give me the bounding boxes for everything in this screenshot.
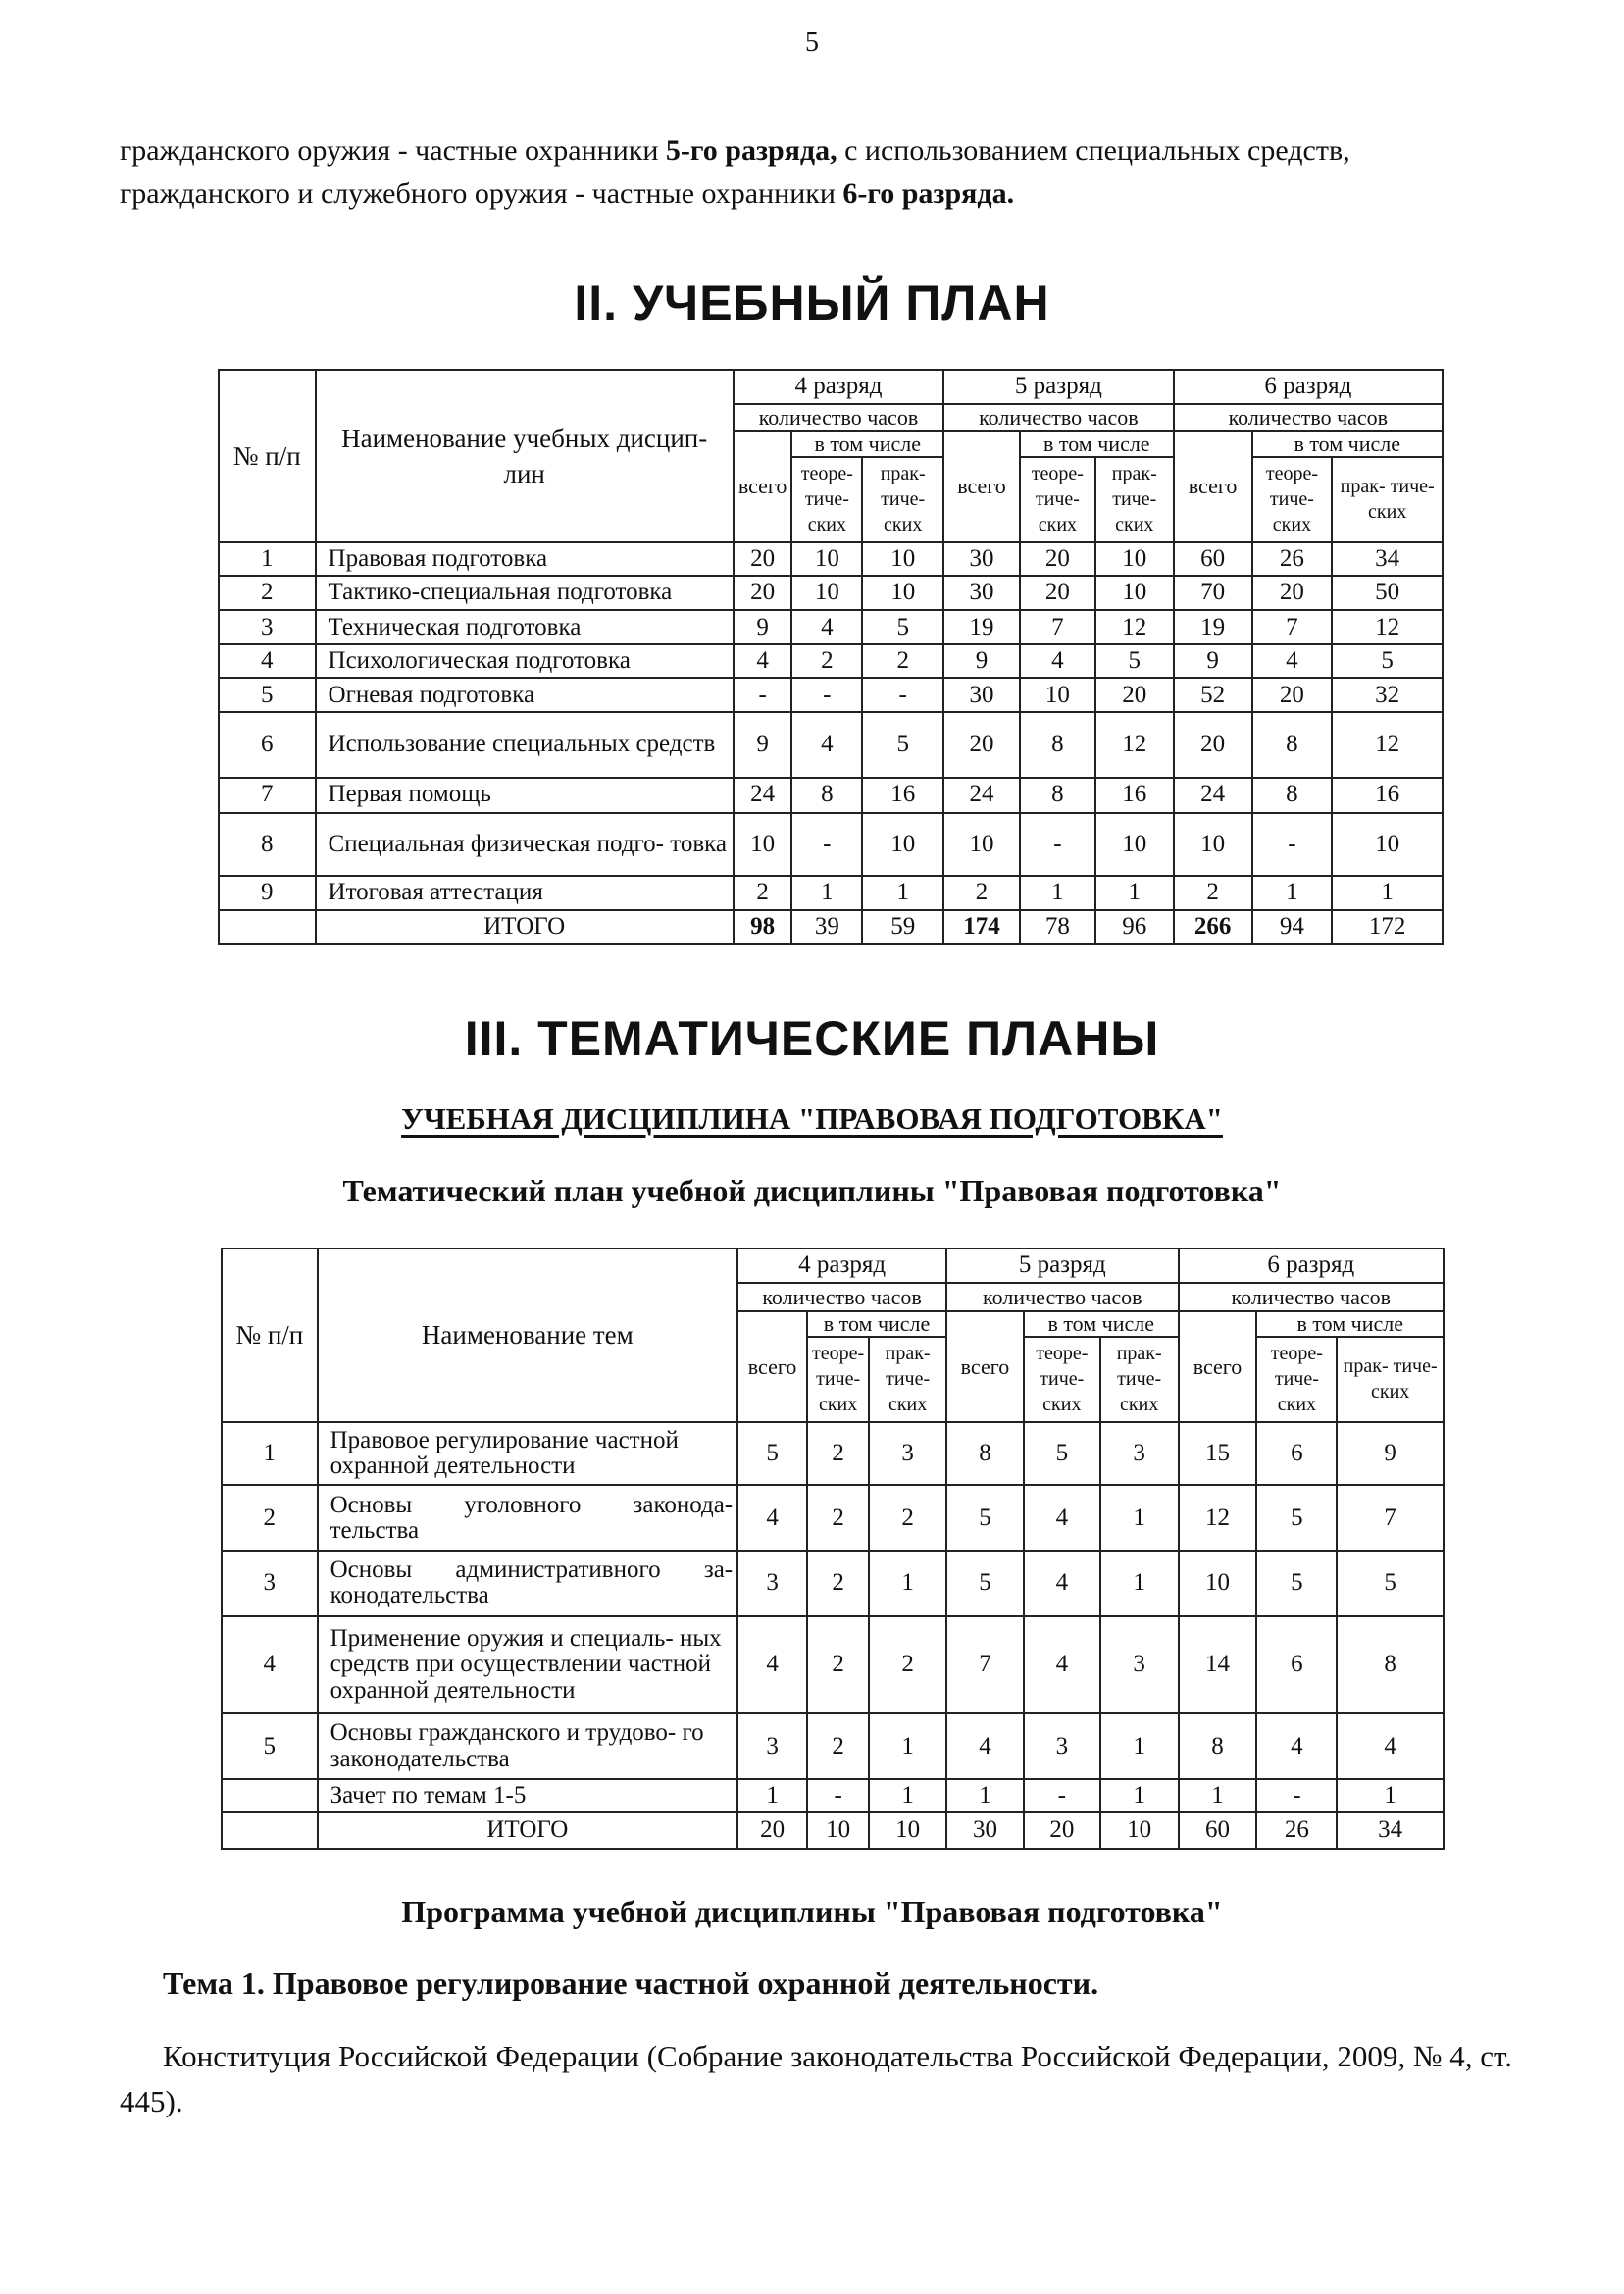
row-value: 1 bbox=[946, 1779, 1024, 1812]
row-value: - bbox=[791, 813, 862, 876]
row-value: 5 bbox=[1337, 1551, 1444, 1616]
header-incl: в том числе bbox=[807, 1311, 946, 1338]
row-value: 10 bbox=[791, 542, 862, 576]
row-value: 20 bbox=[734, 542, 792, 576]
row-value: 5 bbox=[946, 1551, 1024, 1616]
row-number: 5 bbox=[222, 1713, 318, 1779]
row-value: 8 bbox=[1252, 712, 1333, 777]
row-value: 8 bbox=[1337, 1616, 1444, 1714]
total-value: 94 bbox=[1252, 910, 1333, 944]
row-number: 5 bbox=[219, 678, 316, 712]
table-row bbox=[222, 1616, 1444, 1714]
row-value: - bbox=[791, 678, 862, 712]
row-value: 20 bbox=[734, 576, 792, 610]
row-value: 3 bbox=[869, 1422, 946, 1486]
row-value: 5 bbox=[1256, 1485, 1337, 1551]
curriculum-table bbox=[218, 369, 1444, 945]
row-value: 2 bbox=[807, 1616, 869, 1714]
row-value: 3 bbox=[1100, 1422, 1179, 1486]
row-value: 4 bbox=[791, 610, 862, 644]
row-value: 10 bbox=[862, 813, 943, 876]
intro-line1-a: гражданского оружия - частные охранники bbox=[120, 134, 666, 167]
row-value: 10 bbox=[943, 813, 1020, 876]
row-number: 3 bbox=[222, 1551, 318, 1616]
row-value: 6 bbox=[1256, 1616, 1337, 1714]
section-3-heading: III. ТЕМАТИЧЕСКИЕ ПЛАНЫ bbox=[464, 1011, 1160, 1066]
header-practice: прак- тиче- ских bbox=[869, 1337, 946, 1422]
row-value: 10 bbox=[1095, 576, 1174, 610]
row-value: 5 bbox=[1024, 1422, 1100, 1486]
row-value: 9 bbox=[734, 712, 792, 777]
header-theory: теоре- тиче- ских bbox=[807, 1337, 869, 1422]
row-value: 7 bbox=[1337, 1485, 1444, 1551]
row-value: 9 bbox=[1174, 644, 1252, 678]
row-value: 12 bbox=[1332, 712, 1443, 777]
row-number: 8 bbox=[219, 813, 316, 876]
row-value: 3 bbox=[737, 1713, 807, 1779]
total-value: 10 bbox=[869, 1812, 946, 1849]
total-value: 174 bbox=[943, 910, 1020, 944]
row-value: 5 bbox=[1256, 1551, 1337, 1616]
row-number: 4 bbox=[219, 644, 316, 678]
row-value: 12 bbox=[1179, 1485, 1257, 1551]
header-hours: количество часов bbox=[1179, 1283, 1444, 1311]
row-value: 1 bbox=[737, 1779, 807, 1812]
row-value: 12 bbox=[1095, 712, 1174, 777]
table-row bbox=[222, 1422, 1444, 1486]
total-label: ИТОГО bbox=[316, 910, 734, 944]
row-value: 2 bbox=[807, 1485, 869, 1551]
header-row-grades bbox=[219, 370, 1443, 404]
row-value: 1 bbox=[869, 1779, 946, 1812]
row-value: 12 bbox=[1095, 610, 1174, 644]
row-value: - bbox=[1020, 813, 1095, 876]
row-value: 9 bbox=[734, 610, 792, 644]
row-name: Основы уголовного законода- тельства bbox=[318, 1485, 738, 1551]
total-label: ИТОГО bbox=[318, 1812, 738, 1849]
row-value: 1 bbox=[791, 876, 862, 910]
table-row bbox=[219, 610, 1443, 644]
header-name: Наименование учебных дисцип- лин bbox=[316, 370, 734, 542]
row-value: 4 bbox=[1024, 1551, 1100, 1616]
thematic-plan-title: Тематический план учебной дисциплины "Правовая подготовка" bbox=[342, 1173, 1282, 1208]
row-number: 6 bbox=[219, 712, 316, 777]
row-value: 1 bbox=[1100, 1713, 1179, 1779]
total-value: 10 bbox=[807, 1812, 869, 1849]
intro-line1-bold: 5-го разряда, bbox=[665, 134, 837, 167]
row-value: 7 bbox=[946, 1616, 1024, 1714]
header-grade-6: 6 разряд bbox=[1179, 1249, 1444, 1283]
row-value: 5 bbox=[1332, 644, 1443, 678]
row-value: 34 bbox=[1332, 542, 1443, 576]
row-value: 4 bbox=[737, 1485, 807, 1551]
row-value: 70 bbox=[1174, 576, 1252, 610]
row-value: 1 bbox=[869, 1551, 946, 1616]
row-value: 8 bbox=[1020, 712, 1095, 777]
row-value: 1 bbox=[1095, 876, 1174, 910]
table-row bbox=[219, 876, 1443, 910]
row-name: Тактико-специальная подготовка bbox=[316, 576, 734, 610]
table-row bbox=[219, 712, 1443, 777]
intro-line2-a: гражданского и служебного оружия - частные охранники bbox=[120, 178, 843, 210]
row-value: 2 bbox=[791, 644, 862, 678]
row-value: - bbox=[862, 678, 943, 712]
row-value: 52 bbox=[1174, 678, 1252, 712]
section-2-heading: II. УЧЕБНЫЙ ПЛАН bbox=[574, 276, 1050, 331]
row-value: 32 bbox=[1332, 678, 1443, 712]
row-value: 5 bbox=[862, 712, 943, 777]
row-name: Правовая подготовка bbox=[316, 542, 734, 576]
table-row bbox=[219, 644, 1443, 678]
row-value: 4 bbox=[1252, 644, 1333, 678]
row-value: - bbox=[1256, 1779, 1337, 1812]
header-grade-5: 5 разряд bbox=[943, 370, 1174, 404]
row-value: 20 bbox=[1252, 576, 1333, 610]
row-number: 7 bbox=[219, 778, 316, 813]
table-row bbox=[222, 1713, 1444, 1779]
row-value: 50 bbox=[1332, 576, 1443, 610]
header-total: всего bbox=[734, 431, 792, 542]
header-theory: теоре- тиче- ских bbox=[791, 457, 862, 542]
row-value: 1 bbox=[1100, 1485, 1179, 1551]
row-value: 26 bbox=[1252, 542, 1333, 576]
row-value: 10 bbox=[1095, 542, 1174, 576]
row-value: - bbox=[734, 678, 792, 712]
header-incl: в том числе bbox=[1252, 431, 1444, 457]
row-value: 3 bbox=[1024, 1713, 1100, 1779]
total-empty-cell bbox=[219, 910, 316, 944]
header-hours: количество часов bbox=[946, 1283, 1179, 1311]
header-num: № п/п bbox=[222, 1249, 318, 1422]
page-number: 5 bbox=[805, 27, 819, 58]
row-value: 2 bbox=[807, 1713, 869, 1779]
header-incl: в том числе bbox=[1020, 431, 1174, 457]
row-value: 14 bbox=[1179, 1616, 1257, 1714]
total-value: 39 bbox=[791, 910, 862, 944]
row-value: 5 bbox=[862, 610, 943, 644]
header-num: № п/п bbox=[219, 370, 316, 542]
row-name: Техническая подготовка bbox=[316, 610, 734, 644]
row-value: 19 bbox=[1174, 610, 1252, 644]
total-value: 26 bbox=[1256, 1812, 1337, 1849]
row-value: 10 bbox=[862, 542, 943, 576]
row-number bbox=[222, 1779, 318, 1812]
header-incl: в том числе bbox=[1024, 1311, 1179, 1338]
row-value: 10 bbox=[791, 576, 862, 610]
row-value: 20 bbox=[943, 712, 1020, 777]
row-number: 1 bbox=[222, 1422, 318, 1486]
total-value: 98 bbox=[734, 910, 792, 944]
row-value: 2 bbox=[807, 1422, 869, 1486]
row-value: 1 bbox=[862, 876, 943, 910]
constitution-paragraph: Конституция Российской Федерации (Собрание законодательства Российской Федерации, 2009, № 4, ст. 445). bbox=[120, 2039, 1512, 2118]
row-name: Основы гражданского и трудово- го законодательства bbox=[318, 1713, 738, 1779]
row-name: Огневая подготовка bbox=[316, 678, 734, 712]
row-value: 1 bbox=[1100, 1779, 1179, 1812]
table-row bbox=[222, 1779, 1444, 1812]
row-value: 4 bbox=[1020, 644, 1095, 678]
row-value: 8 bbox=[946, 1422, 1024, 1486]
row-value: 16 bbox=[862, 778, 943, 813]
row-value: 1 bbox=[1337, 1779, 1444, 1812]
total-value: 96 bbox=[1095, 910, 1174, 944]
row-value: 4 bbox=[791, 712, 862, 777]
row-value: 10 bbox=[1095, 813, 1174, 876]
table-row bbox=[219, 813, 1443, 876]
header-hours: количество часов bbox=[1174, 404, 1443, 431]
row-value: 2 bbox=[734, 876, 792, 910]
row-value: 4 bbox=[1256, 1713, 1337, 1779]
row-value: 3 bbox=[737, 1551, 807, 1616]
table-row bbox=[222, 1551, 1444, 1616]
table-row bbox=[219, 576, 1443, 610]
header-hours: количество часов bbox=[943, 404, 1174, 431]
row-value: 20 bbox=[1174, 712, 1252, 777]
thematic-plan-table bbox=[221, 1248, 1445, 1850]
intro-line1-b: с использованием специальных средств, bbox=[837, 134, 1350, 167]
row-value: 4 bbox=[737, 1616, 807, 1714]
row-value: 10 bbox=[1174, 813, 1252, 876]
total-value: 59 bbox=[862, 910, 943, 944]
total-row bbox=[219, 910, 1443, 944]
table-row bbox=[219, 542, 1443, 576]
table-row bbox=[219, 678, 1443, 712]
header-theory: теоре- тиче- ских bbox=[1020, 457, 1095, 542]
total-value: 60 bbox=[1179, 1812, 1257, 1849]
row-value: 19 bbox=[943, 610, 1020, 644]
row-value: 16 bbox=[1332, 778, 1443, 813]
total-value: 30 bbox=[946, 1812, 1024, 1849]
row-value: 8 bbox=[1252, 778, 1333, 813]
row-value: 6 bbox=[1256, 1422, 1337, 1486]
row-value: 10 bbox=[1332, 813, 1443, 876]
row-value: 12 bbox=[1332, 610, 1443, 644]
program-title: Программа учебной дисциплины "Правовая подготовка" bbox=[401, 1894, 1223, 1929]
total-value: 20 bbox=[737, 1812, 807, 1849]
total-value: 172 bbox=[1332, 910, 1443, 944]
row-value: 10 bbox=[862, 576, 943, 610]
row-name: Психологическая подготовка bbox=[316, 644, 734, 678]
row-value: 20 bbox=[1020, 576, 1095, 610]
row-value: 30 bbox=[943, 678, 1020, 712]
header-hours: количество часов bbox=[737, 1283, 946, 1311]
row-number: 1 bbox=[219, 542, 316, 576]
row-name: Итоговая аттестация bbox=[316, 876, 734, 910]
row-name: Зачет по темам 1-5 bbox=[318, 1779, 738, 1812]
row-value: 1 bbox=[869, 1713, 946, 1779]
total-value: 78 bbox=[1020, 910, 1095, 944]
header-practice: прак- тиче- ских bbox=[1095, 457, 1174, 542]
row-value: 8 bbox=[1020, 778, 1095, 813]
table-row bbox=[222, 1485, 1444, 1551]
header-total: всего bbox=[1179, 1311, 1257, 1422]
row-value: 3 bbox=[1100, 1616, 1179, 1714]
row-value: 10 bbox=[734, 813, 792, 876]
row-value: 2 bbox=[869, 1485, 946, 1551]
row-name: Применение оружия и специаль- ных средств при осуществлении частной охранной деятельности bbox=[318, 1616, 738, 1714]
row-value: 1 bbox=[1100, 1551, 1179, 1616]
intro-paragraph bbox=[120, 129, 1512, 216]
row-value: 4 bbox=[734, 644, 792, 678]
header-total: всего bbox=[946, 1311, 1024, 1422]
row-value: 1 bbox=[1252, 876, 1333, 910]
header-total: всего bbox=[1174, 431, 1252, 542]
row-value: 5 bbox=[737, 1422, 807, 1486]
row-name: Основы административного за- конодательства bbox=[318, 1551, 738, 1616]
header-practice: прак- тиче- ских bbox=[1337, 1337, 1444, 1422]
total-empty-cell bbox=[222, 1812, 318, 1849]
header-total: всего bbox=[737, 1311, 807, 1422]
row-value: 2 bbox=[862, 644, 943, 678]
topic-1-title: Тема 1. Правовое регулирование частной охранной деятельности. bbox=[163, 1965, 1099, 2001]
header-incl: в том числе bbox=[791, 431, 943, 457]
header-theory: теоре- тиче- ских bbox=[1252, 457, 1333, 542]
header-total: всего bbox=[943, 431, 1020, 542]
row-value: 5 bbox=[946, 1485, 1024, 1551]
row-number: 9 bbox=[219, 876, 316, 910]
row-value: 4 bbox=[946, 1713, 1024, 1779]
row-number: 2 bbox=[222, 1485, 318, 1551]
row-value: 1 bbox=[1020, 876, 1095, 910]
total-value: 34 bbox=[1337, 1812, 1444, 1849]
row-value: 2 bbox=[943, 876, 1020, 910]
row-name: Первая помощь bbox=[316, 778, 734, 813]
row-value: 4 bbox=[1024, 1485, 1100, 1551]
row-value: 20 bbox=[1252, 678, 1333, 712]
total-value: 20 bbox=[1024, 1812, 1100, 1849]
header-row-grades bbox=[222, 1249, 1444, 1283]
row-name: Правовое регулирование частной охранной деятельности bbox=[318, 1422, 738, 1486]
discipline-title: УЧЕБНАЯ ДИСЦИПЛИНА "ПРАВОВАЯ ПОДГОТОВКА" bbox=[401, 1101, 1223, 1136]
row-value: 4 bbox=[1024, 1616, 1100, 1714]
header-grade-6: 6 разряд bbox=[1174, 370, 1443, 404]
header-practice: прак- тиче- ских bbox=[862, 457, 943, 542]
row-value: 60 bbox=[1174, 542, 1252, 576]
row-value: 2 bbox=[1174, 876, 1252, 910]
header-practice: прак- тиче- ских bbox=[1332, 457, 1443, 542]
row-number: 4 bbox=[222, 1616, 318, 1714]
row-value: 5 bbox=[1095, 644, 1174, 678]
total-value: 10 bbox=[1100, 1812, 1179, 1849]
total-row bbox=[222, 1812, 1444, 1849]
row-value: 20 bbox=[1095, 678, 1174, 712]
header-theory: теоре- тиче- ских bbox=[1256, 1337, 1337, 1422]
row-value: 9 bbox=[943, 644, 1020, 678]
row-value: 4 bbox=[1337, 1713, 1444, 1779]
row-value: 24 bbox=[734, 778, 792, 813]
row-name: Специальная физическая подго- товка bbox=[316, 813, 734, 876]
header-incl: в том числе bbox=[1256, 1311, 1444, 1338]
row-value: 15 bbox=[1179, 1422, 1257, 1486]
row-value: 10 bbox=[1179, 1551, 1257, 1616]
total-value: 266 bbox=[1174, 910, 1252, 944]
row-value: 24 bbox=[943, 778, 1020, 813]
row-value: 30 bbox=[943, 576, 1020, 610]
intro-line2-bold: 6-го разряда. bbox=[842, 178, 1015, 210]
row-value: 30 bbox=[943, 542, 1020, 576]
row-value: 8 bbox=[1179, 1713, 1257, 1779]
row-value: 7 bbox=[1020, 610, 1095, 644]
row-number: 3 bbox=[219, 610, 316, 644]
header-theory: теоре- тиче- ских bbox=[1024, 1337, 1100, 1422]
header-name: Наименование тем bbox=[318, 1249, 738, 1422]
row-value: 24 bbox=[1174, 778, 1252, 813]
row-value: 8 bbox=[791, 778, 862, 813]
row-value: 9 bbox=[1337, 1422, 1444, 1486]
header-grade-5: 5 разряд bbox=[946, 1249, 1179, 1283]
header-practice: прак- тиче- ских bbox=[1100, 1337, 1179, 1422]
row-number: 2 bbox=[219, 576, 316, 610]
row-value: 20 bbox=[1020, 542, 1095, 576]
row-value: - bbox=[1252, 813, 1333, 876]
header-grade-4: 4 разряд bbox=[734, 370, 943, 404]
row-value: 2 bbox=[807, 1551, 869, 1616]
row-value: - bbox=[1024, 1779, 1100, 1812]
header-hours: количество часов bbox=[734, 404, 943, 431]
row-value: - bbox=[807, 1779, 869, 1812]
row-value: 10 bbox=[1020, 678, 1095, 712]
row-value: 16 bbox=[1095, 778, 1174, 813]
header-grade-4: 4 разряд bbox=[737, 1249, 946, 1283]
table-row bbox=[219, 778, 1443, 813]
row-value: 7 bbox=[1252, 610, 1333, 644]
row-value: 2 bbox=[869, 1616, 946, 1714]
row-value: 1 bbox=[1179, 1779, 1257, 1812]
row-value: 1 bbox=[1332, 876, 1443, 910]
row-name: Использование специальных средств bbox=[316, 712, 734, 777]
